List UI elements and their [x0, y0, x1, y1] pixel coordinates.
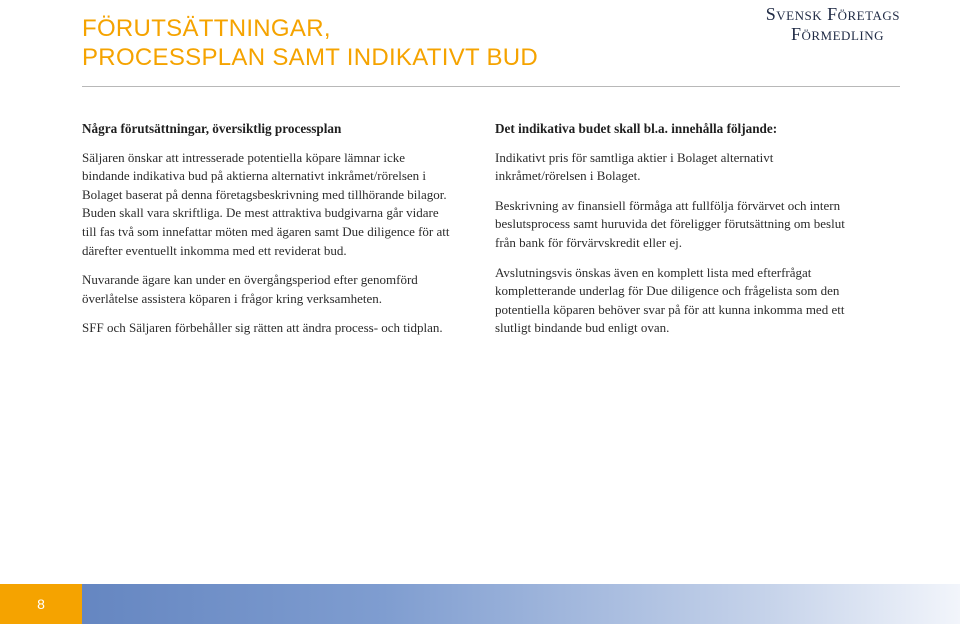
company-logo [766, 4, 900, 44]
header-divider [82, 86, 900, 87]
right-heading: Det indikativa budet skall bl.a. innehålla följande: [495, 121, 778, 136]
right-paragraph-3: Avslutningsvis önskas även en komplett lista med efterfrågat kompletterande underlag för Due diligence och frågelista som den potentiella köparen behöver svar på för att kunna inkomma med ett slutligt bindande bud enligt ovan. [495, 264, 845, 336]
logo-line-1: Svensk Företags [765, 4, 900, 24]
right-paragraph-2: Beskrivning av finansiell förmåga att fullfölja förvärvet och intern beslutsprocess samt huruvida det föreligger förutsättning om beslut från bank för förvärvskredit eller ej. [495, 197, 845, 250]
left-column [82, 120, 452, 349]
logo-line-2: Förmedling [790, 24, 884, 44]
right-paragraph-1: Indikativt pris för samtliga aktier i Bolaget alternativt inkråmet/rörelsen i Bolaget. [495, 149, 774, 184]
title-line-2: PROCESSPLAN SAMT INDIKATIVT BUD [82, 44, 539, 71]
footer-bar [0, 584, 960, 624]
left-paragraph-3: SFF och Säljaren förbehåller sig rätten att ändra process- och tidplan. [82, 320, 443, 336]
page-number: 8 [0, 584, 82, 624]
title-line-1: FÖRUTSÄTTNINGAR, [82, 15, 331, 42]
left-paragraph-1: Säljaren önskar att intresserade potentiella köpare lämnar icke bindande indikativa bud på aktierna alternativt inkråmet/rörelsen i Bolaget baserat på denna företagsbeskrivning med tillhörande bilagor. Buden skall vara skriftliga. De mest attraktiva budgivarna går vidare till fas två som innefattar möten med ägaren samt Due diligence för att därefter eventuellt inkomma med ett reviderat bud. [82, 149, 450, 258]
page-title [82, 14, 642, 72]
left-heading: Några förutsättningar, översiktlig processplan [82, 121, 342, 136]
left-paragraph-2: Nuvarande ägare kan under en övergångsperiod efter genomförd överlåtelse assistera köparen i frågor kring verksamheten. [82, 272, 418, 306]
right-column [495, 120, 865, 349]
